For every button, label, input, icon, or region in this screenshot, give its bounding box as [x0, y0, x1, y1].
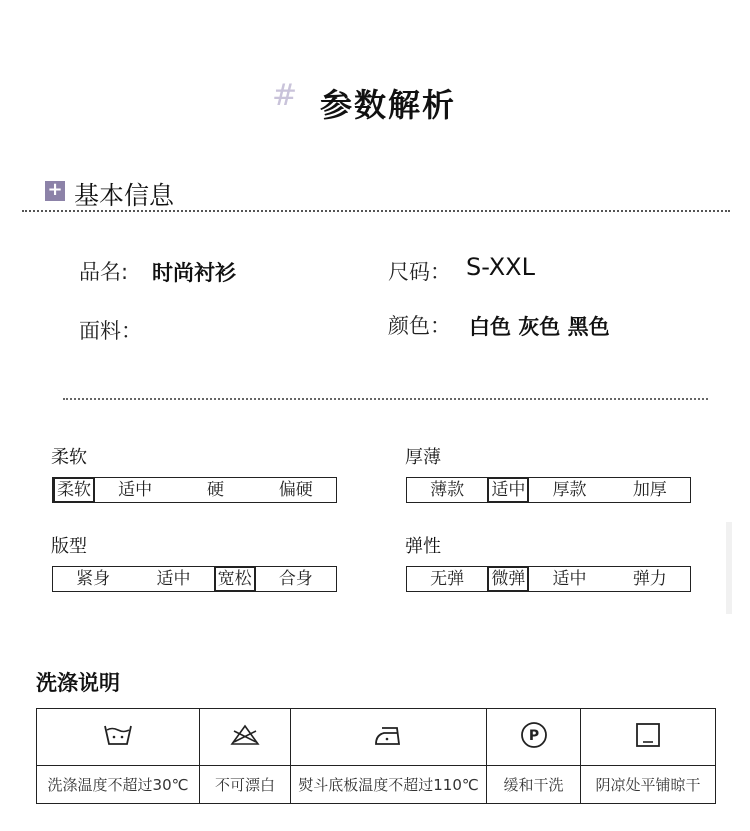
wash-label: 缓和干洗	[487, 766, 581, 804]
wash-label: 熨斗底板温度不超过110℃	[291, 766, 487, 804]
scale-softness	[52, 477, 337, 503]
name-label: 品名:	[79, 260, 129, 284]
section-title-basic: 基本信息	[74, 181, 175, 210]
scale-label-thickness: 厚薄	[405, 447, 441, 468]
shade-dry-icon	[635, 722, 661, 748]
dotted-divider	[22, 210, 730, 212]
scale-thickness	[406, 477, 691, 503]
size-value: S-XXL	[466, 253, 535, 281]
no-bleach-icon	[230, 723, 260, 747]
dotted-divider	[63, 398, 708, 400]
scale-option: 厚款	[552, 480, 587, 500]
edge-mark	[726, 522, 732, 614]
page-title: 参数解析	[320, 86, 457, 124]
scale-label-elasticity: 弹性	[405, 536, 441, 557]
scale-option: 偏硬	[278, 480, 313, 500]
scale-label-softness: 柔软	[51, 447, 87, 468]
scale-option: 硬	[206, 480, 224, 500]
scale-fit	[52, 566, 337, 592]
scale-label-fit: 版型	[51, 536, 87, 557]
scale-option-selected: 微弹	[487, 566, 529, 592]
wash-cell	[581, 709, 716, 766]
scale-option: 无弹	[430, 569, 465, 589]
wash-cell	[291, 709, 487, 766]
wash-label: 洗涤温度不超过30℃	[37, 766, 200, 804]
dry-clean-p-icon	[520, 721, 548, 749]
wash-cell	[487, 709, 581, 766]
wash-cell	[37, 709, 200, 766]
color-label: 颜色：	[388, 314, 451, 338]
name-value: 时尚衬衫	[152, 261, 236, 285]
plus-icon: +	[45, 181, 65, 201]
iron-icon	[373, 723, 405, 747]
fabric-label: 面料：	[79, 319, 142, 343]
scale-elasticity	[406, 566, 691, 592]
scale-option: 薄款	[430, 480, 465, 500]
scale-option-selected: 适中	[487, 477, 529, 503]
wash-title: 洗涤说明	[36, 671, 120, 695]
wash-label: 阴凉处平铺晾干	[581, 766, 716, 804]
scale-option: 适中	[118, 480, 153, 500]
hash-decoration-icon: #	[272, 78, 298, 113]
scale-option: 适中	[552, 569, 587, 589]
wash-label: 不可漂白	[200, 766, 291, 804]
wash-30-icon	[103, 722, 133, 748]
scale-option: 合身	[278, 569, 313, 589]
scale-option: 适中	[156, 569, 191, 589]
dry-clean-letter: P	[528, 728, 539, 744]
scale-option-selected: 宽松	[214, 566, 256, 592]
color-value: 白色 灰色 黑色	[469, 315, 610, 339]
wash-table	[36, 708, 716, 804]
scale-option-selected: 柔软	[53, 477, 95, 503]
scale-option: 紧身	[76, 569, 111, 589]
scale-option: 弹力	[632, 569, 667, 589]
wash-cell	[200, 709, 291, 766]
size-label: 尺码：	[388, 260, 451, 284]
scale-option: 加厚	[632, 480, 667, 500]
